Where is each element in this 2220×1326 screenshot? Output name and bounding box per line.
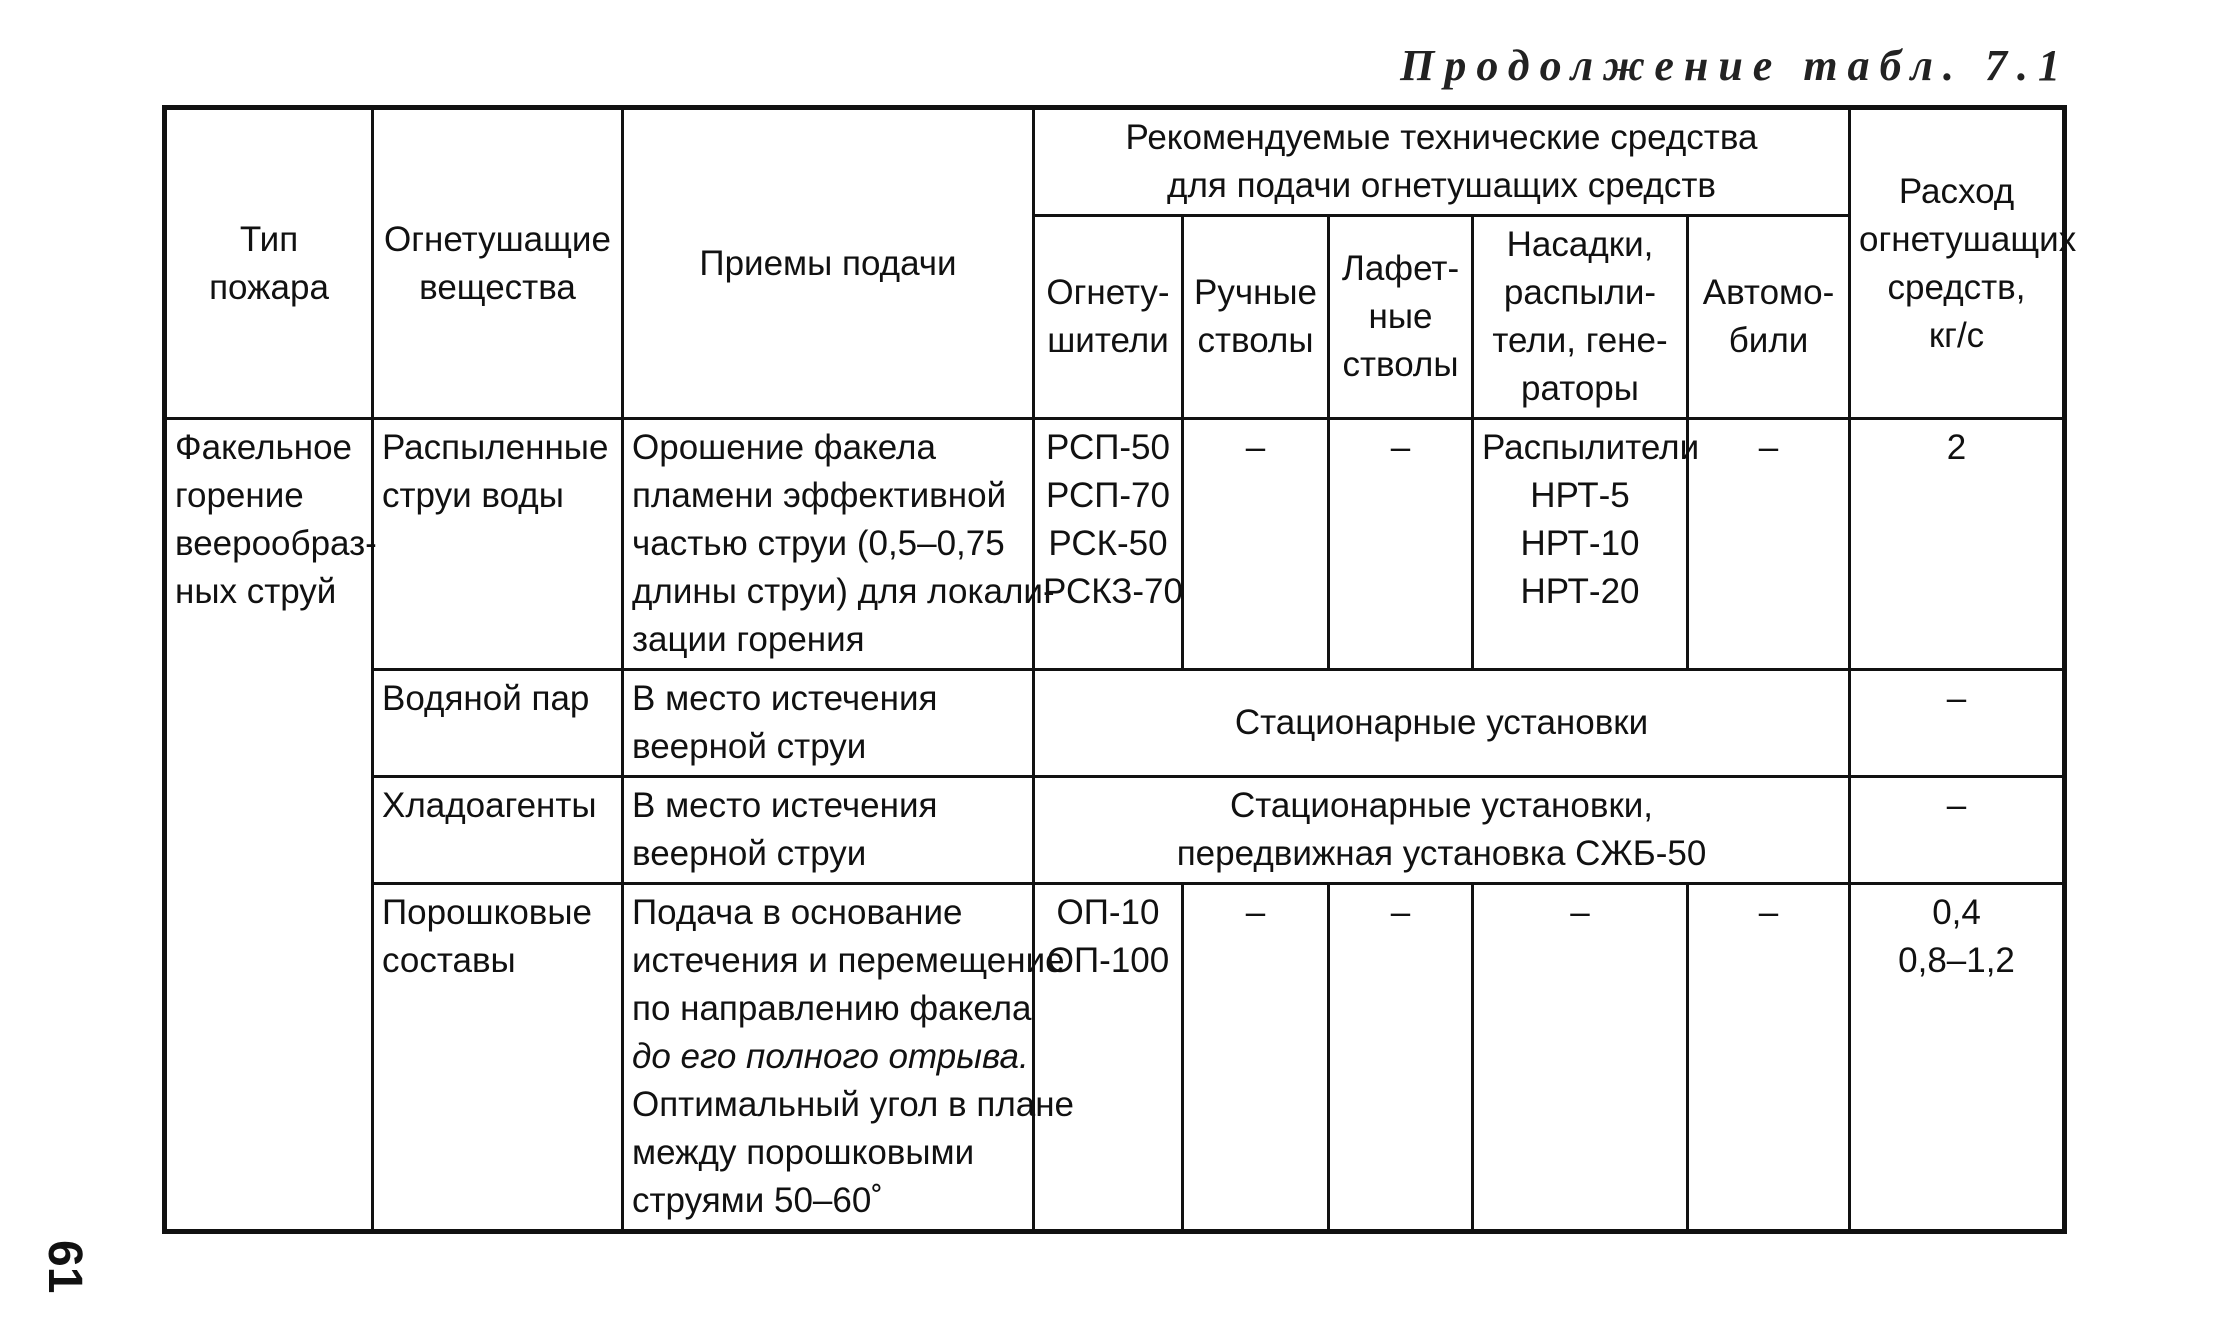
header-hand-nozzles: Ручные стволы [1183,216,1329,419]
table-row [165,670,2065,777]
hand-nozzles-cell: – [1183,419,1329,670]
monitor-nozzles-cell: – [1329,419,1473,670]
agent-cell: Хладоагенты [373,777,623,884]
header-extinguishers: Огнету- шители [1034,216,1183,419]
header-methods: Приемы подачи [623,108,1034,419]
merged-means-cell: Стационарные установки, передвижная установка СЖБ-50 [1034,777,1850,884]
hand-nozzles-cell: – [1183,884,1329,1232]
method-cell: В место истечения веерной струи [623,777,1034,884]
table-row [165,419,2065,670]
flow-rate-cell: 2 [1850,419,2065,670]
page-number: 61 [38,1240,91,1294]
header-vehicles: Автомо- били [1688,216,1850,419]
table-row [165,884,2065,1232]
table-caption: Продолжение табл. 7.1 [1400,41,2070,90]
fire-type-cell: Факельное горение веерообраз- ных струй [165,419,373,1232]
flow-rate-cell: – [1850,777,2065,884]
header-recommended-means: Рекомендуемые технические средства для подачи огнетушащих средств [1034,108,1850,216]
vehicles-cell: – [1688,884,1850,1232]
extinguishers-cell: ОП-10 ОП-100 [1034,884,1183,1232]
header-flow-rate: Расход огнетушащих средств, кг/с [1850,108,2065,419]
flow-rate-cell: – [1850,670,2065,777]
merged-means-cell: Стационарные установки [1034,670,1850,777]
extinguishers-cell: РСП-50 РСП-70 РСК-50 РСКЗ-70 [1034,419,1183,670]
header-agents: Огнетушащие вещества [373,108,623,419]
header-fire-type: Тип пожара [165,108,373,419]
agent-cell: Водяной пар [373,670,623,777]
vehicles-cell: – [1688,419,1850,670]
nozzles-sprayers-cell: – [1473,884,1688,1232]
header-monitor-nozzles: Лафет- ные стволы [1329,216,1473,419]
method-cell: В место истечения веерной струи [623,670,1034,777]
agent-cell: Порошковые составы [373,884,623,1232]
agent-cell: Распыленные струи воды [373,419,623,670]
header-nozzles-sprayers: Насадки, распыли- тели, гене- раторы [1473,216,1688,419]
method-cell: Подача в основание истечения и перемещение по направлению факела до его полного отрыва. Оптимальный угол в плане между порошковыми струями 50–60˚ [623,884,1034,1232]
fire-extinguishing-table [162,105,2077,1234]
monitor-nozzles-cell: – [1329,884,1473,1232]
method-cell: Орошение факела пламени эффективной частью струи (0,5–0,75 длины струи) для локали- зации горения [623,419,1034,670]
table-row [165,777,2065,884]
nozzles-sprayers-cell: Распылители НРТ-5 НРТ-10 НРТ-20 [1473,419,1688,670]
flow-rate-cell: 0,4 0,8–1,2 [1850,884,2065,1232]
